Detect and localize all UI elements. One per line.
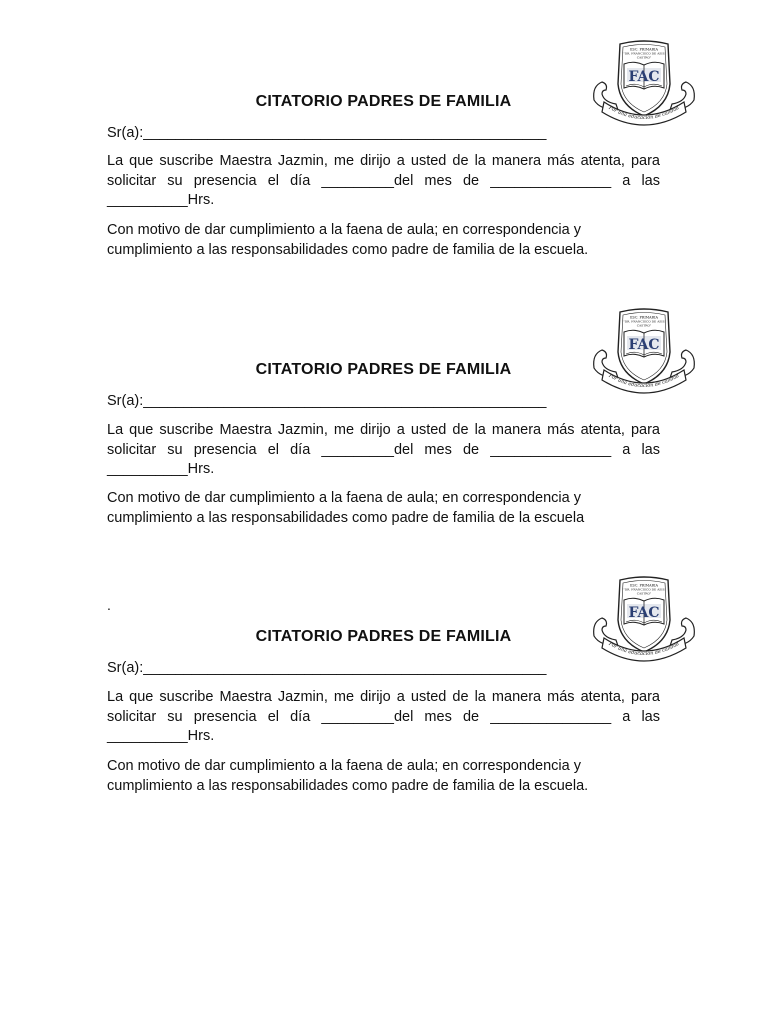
reason-paragraph: Con motivo de dar cumplimiento a la faena de aula; en correspondencia y cumplimiento a las responsabilidades como padre de familia de la escuela bbox=[107, 490, 585, 526]
svg-text:ESC. PRIMARIA: ESC. PRIMARIA bbox=[630, 583, 658, 588]
svg-text:CASTRO": CASTRO" bbox=[636, 591, 652, 596]
svg-text:ESC. PRIMARIA: ESC. PRIMARIA bbox=[630, 47, 658, 52]
svg-text:Por una educación de calidad: Por una educación de calidad bbox=[607, 640, 681, 658]
svg-text:FAC: FAC bbox=[628, 69, 660, 85]
body-paragraph: La que suscribe Maestra Jazmin, me dirijo a usted de la manera más atenta, para solicitar su presencia el día _________del mes de _______________ a las __________Hrs. bbox=[107, 689, 660, 744]
svg-text:"DR. FRANCISCO DE ASIS: "DR. FRANCISCO DE ASIS bbox=[623, 587, 665, 592]
svg-text:"DR. FRANCISCO DE ASIS: "DR. FRANCISCO DE ASIS bbox=[623, 51, 665, 56]
separator-dot: . bbox=[107, 597, 111, 613]
crest-graphic bbox=[594, 577, 695, 661]
recipient-line: Sr(a):__________________________________________________ bbox=[107, 660, 547, 676]
svg-text:Por una educación de calidad: Por una educación de calidad bbox=[607, 104, 681, 122]
crest-graphic bbox=[594, 41, 695, 125]
svg-text:Por una educación de calidad: Por una educación de calidad bbox=[607, 372, 681, 390]
recipient-line: Sr(a):__________________________________________________ bbox=[107, 125, 547, 141]
svg-text:FAC: FAC bbox=[628, 337, 660, 353]
school-crest-logo bbox=[590, 574, 698, 662]
svg-text:ESC. PRIMARIA: ESC. PRIMARIA bbox=[630, 315, 658, 320]
svg-text:"DR. FRANCISCO DE ASIS: "DR. FRANCISCO DE ASIS bbox=[623, 319, 665, 324]
svg-text:CASTRO": CASTRO" bbox=[636, 323, 652, 328]
body-paragraph: La que suscribe Maestra Jazmin, me dirijo a usted de la manera más atenta, para solicitar su presencia el día _________del mes de _______________ a las __________Hrs. bbox=[107, 153, 660, 208]
body-paragraph: La que suscribe Maestra Jazmin, me dirijo a usted de la manera más atenta, para solicitar su presencia el día _________del mes de _______________ a las __________Hrs. bbox=[107, 422, 660, 477]
reason-paragraph: Con motivo de dar cumplimiento a la faena de aula; en correspondencia y cumplimiento a las responsabilidades como padre de familia de la escuela. bbox=[107, 222, 589, 258]
citation-title: CITATORIO PADRES DE FAMILIA bbox=[255, 628, 512, 645]
crest-graphic bbox=[594, 309, 695, 393]
recipient-line: Sr(a):__________________________________________________ bbox=[107, 393, 547, 409]
school-crest-logo bbox=[590, 306, 698, 394]
school-crest-logo bbox=[590, 38, 698, 126]
svg-text:CASTRO": CASTRO" bbox=[636, 55, 652, 60]
citation-title: CITATORIO PADRES DE FAMILIA bbox=[255, 93, 512, 110]
reason-paragraph: Con motivo de dar cumplimiento a la faena de aula; en correspondencia y cumplimiento a las responsabilidades como padre de familia de la escuela. bbox=[107, 758, 589, 794]
svg-text:FAC: FAC bbox=[628, 605, 660, 621]
citation-title: CITATORIO PADRES DE FAMILIA bbox=[255, 361, 512, 378]
